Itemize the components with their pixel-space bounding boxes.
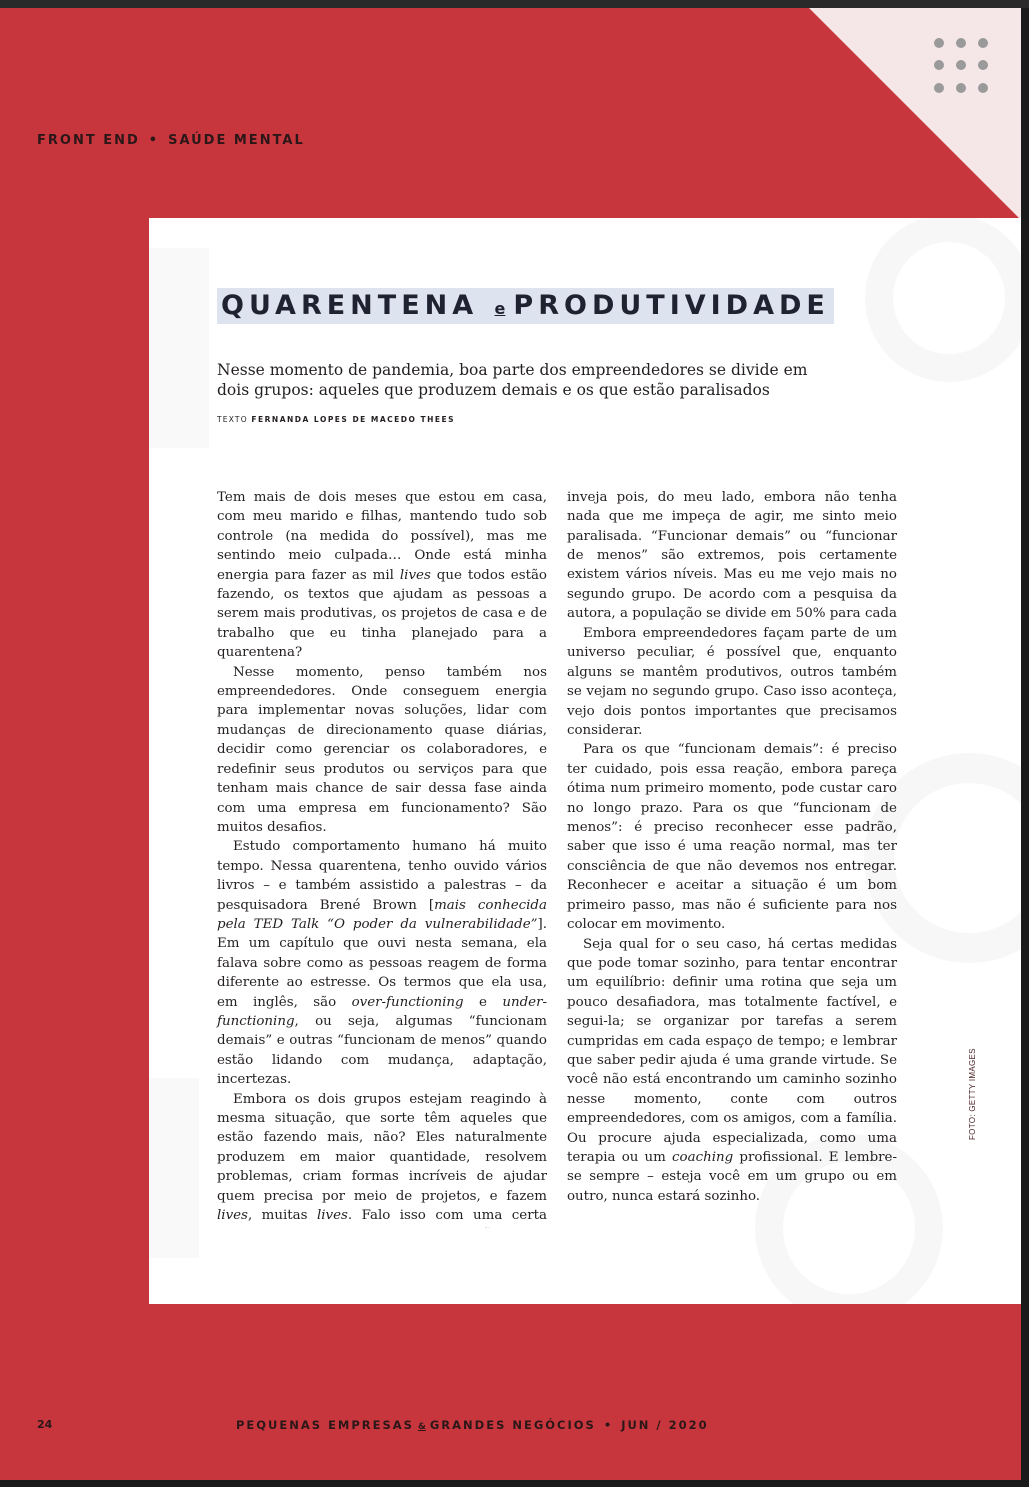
article-lead: Nesse momento de pandemia, boa parte dos empreendedores se divide em dois grupos: aqueles que produzem demais e os que estão paralisados xyxy=(217,361,808,399)
body-column-right xyxy=(567,488,897,1206)
byline xyxy=(217,415,455,424)
dot-grid-icon xyxy=(934,38,988,93)
title-part-right: PRODUTIVIDADE xyxy=(513,290,830,321)
paragraph: Tem mais de dois meses que estou em casa, com meu marido e filhas, mantendo tudo sob controle (na medida do possível), mas me sentindo meio culpada… Onde está minha energia para fazer as mil lives que todos estão fazendo, os textos que ajudam as pessoas a serem mais produtivas, os projetos de casa e de trabalho que eu tinha planejado para a quarentena? xyxy=(217,490,547,661)
footer-separator: • xyxy=(603,1418,614,1432)
page-footer xyxy=(0,1418,1021,1434)
continued-text: inveja pois, do meu lado, embora não tenha nada que me impeça de agir, me sinto meio paralisada. “Funcionar demais” ou “funcionar de menos” são extremos, pois certamente existem vários níveis. Mas eu me vejo mais no segundo grupo. De acordo com a pesquisa da autora, a população se divide em 50% para cada xyxy=(567,489,897,622)
section-header xyxy=(37,133,305,148)
section-separator: • xyxy=(148,133,160,148)
page-number: 24 xyxy=(37,1418,53,1431)
magazine-name xyxy=(236,1418,709,1432)
magazine-name-right: GRANDES NEGÓCIOS xyxy=(429,1418,596,1432)
title-highlight xyxy=(217,288,834,324)
subsection-label: SAÚDE MENTAL xyxy=(168,133,305,148)
byline-author: FERNANDA LOPES DE MACEDO THEES xyxy=(251,415,456,424)
corner-triangle xyxy=(809,8,1021,220)
paragraph-continued xyxy=(567,488,897,624)
paragraph: Para os que “funcionam demais”: é preciso ter cuidado, pois essa reação, embora pareça ótima num primeiro momento, pode custar caro no longo prazo. Para os que “funcionam de menos”: é preciso reconhecer esse padrão, saber que isso é uma reação normal, mas ter consciência de que não devemos nos entregar. Reconhecer e aceitar a situação é um bom primeiro passo, mas não é suficiente para nos colocar em movimento. xyxy=(567,742,897,933)
magazine-amp: & xyxy=(417,1422,426,1432)
title-connector: e xyxy=(494,299,506,318)
body-column-left xyxy=(217,488,547,1228)
paragraph: Nesse momento, penso também nos empreendedores. Onde conseguem energia para implementar novas soluções, lidar com mudanças de direcionamento quase diárias, decidir como gerenciar os colaboradores, e redefinir seus produtos ou serviços para que tenham mais chance de sair dessa fase ainda com uma empresa em funcionamento? São muitos desafios. xyxy=(217,664,547,835)
article-title xyxy=(221,288,830,327)
article-card xyxy=(149,218,1021,1304)
issue-date: JUN / 2020 xyxy=(621,1418,709,1432)
paragraph: Estudo comportamento humano há muito tempo. Nessa quarentena, tenho ouvido vários livros – e também assistido a palestras – da pesquisadora Brené Brown [mais conhecida pela TED Talk “O poder da vulnerabilidade”]. Em um capítulo que ouvi nesta semana, ela falava sobre como as pessoas reagem de forma diferente ao estresse. Os termos que ela usa, em inglês, são over-functioning e under-functioning, ou seja, algumas “funcionam demais” e outras “funcionam de menos” quando estão lidando com mudança, adaptação, incertezas. xyxy=(217,839,547,1088)
byline-label: TEXTO xyxy=(217,415,248,424)
paragraph: Seja qual for o seu caso, há certas medidas que pode tomar sozinho, para tentar encontrar um equilíbrio: definir uma rotina que seja um pouco desafiadora, mas totalmente factível, e segui-la; se organizar por tarefas a serem cumpridas em cada espaço de tempo; e lembrar que saber pedir ajuda é uma grande virtude. Se você não está encontrando um caminho sozinho nesse momento, conte com outros empreendedores, com os amigos, com a família. Ou procure ajuda especializada, como uma terapia ou um coaching profissional. E lembre-se sempre – esteja você em um grupo ou em outro, nunca estará sozinho. xyxy=(567,936,898,1204)
top-border xyxy=(0,0,1029,8)
section-label: FRONT END xyxy=(37,133,140,148)
photo-credit: FOTO: GETTY IMAGES xyxy=(968,1048,977,1140)
magazine-name-left: PEQUENAS EMPRESAS xyxy=(236,1418,414,1432)
corner-decoration xyxy=(809,8,1021,220)
title-part-left: QUARENTENA xyxy=(221,290,479,321)
paragraph: Embora empreendedores façam parte de um universo peculiar, é possível que, enquanto alguns se mantêm produtivos, outros também se vejam no segundo grupo. Caso isso aconteça, vejo dois pontos importantes que precisamos considerar. xyxy=(567,626,897,739)
paragraph: Embora os dois grupos estejam reagindo à mesma situação, que sorte têm aqueles que estão fazendo mais, não? Eles naturalmente produzem em maior quantidade, resolvem problemas, criam formas incríveis de ajudar quem precisa por meio de projetos, e fazem lives, muitas lives. Falo isso com uma certa xyxy=(217,1091,547,1224)
